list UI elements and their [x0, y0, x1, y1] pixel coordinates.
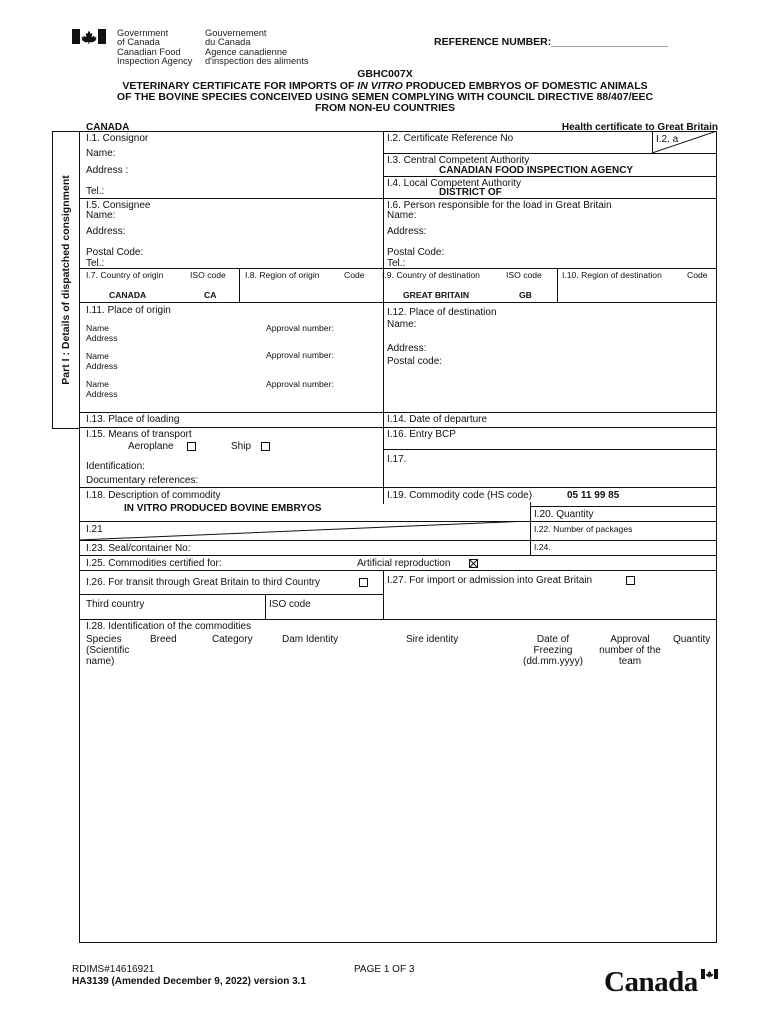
- destination-address-field[interactable]: Address:: [387, 343, 427, 354]
- col-breed: Breed: [150, 634, 177, 645]
- gov-fr-line2: du Canada: [205, 37, 251, 47]
- col-species-line1: Species: [86, 634, 122, 645]
- col-approval-line1: Approval: [610, 634, 650, 645]
- field-i17-label[interactable]: I.17.: [387, 454, 407, 465]
- country-of-destination-label: I.9. Country of destination: [382, 270, 480, 280]
- gov-en-line1: Government: [117, 28, 169, 38]
- commodity-code-label: I.19. Commodity code (HS code): [387, 490, 533, 501]
- identification-of-commodities-label: I.28. Identification of the commodities: [86, 621, 252, 632]
- origin-address-3[interactable]: Address: [86, 389, 118, 399]
- responsible-name-field[interactable]: Name:: [387, 210, 417, 221]
- rule: [383, 302, 384, 504]
- gov-fr-line1: Gouvernement: [205, 28, 267, 38]
- wordmark-flag-icon: [701, 969, 718, 979]
- country-of-destination-value: GREAT BRITAIN: [403, 290, 470, 300]
- origin-approval-3[interactable]: Approval number:: [266, 379, 334, 389]
- consignee-tel-field[interactable]: Tel.:: [86, 258, 105, 269]
- seal-container-label[interactable]: I.23. Seal/container No:: [86, 543, 191, 554]
- gov-en-line2: of Canada: [117, 37, 160, 47]
- rule: [79, 555, 717, 556]
- rule: [383, 449, 717, 450]
- rule: [79, 594, 383, 595]
- import-admission-checkbox[interactable]: [626, 576, 635, 585]
- col-species-line2: (Scientific: [86, 645, 130, 656]
- country-of-origin-label: I.7. Country of origin: [86, 270, 164, 280]
- entry-bcp-label[interactable]: I.16. Entry BCP: [387, 429, 456, 440]
- consignor-label: I.1. Consignor: [86, 133, 149, 144]
- origin-name-2[interactable]: Name: [86, 351, 109, 361]
- rule: [79, 570, 717, 571]
- certificate-code: GBHC007X: [357, 68, 413, 80]
- col-date-line1: Date of: [536, 634, 570, 645]
- page-number: PAGE 1 OF 3: [354, 964, 415, 975]
- artificial-reproduction-label: Artificial reproduction: [357, 558, 451, 569]
- health-certificate-label: Health certificate to Great Britain: [561, 122, 718, 133]
- local-authority-label: I.4. Local Competent Authority: [387, 178, 521, 189]
- col-species-line3: name): [86, 656, 115, 667]
- country-of-origin-value: CANADA: [109, 290, 147, 300]
- aeroplane-label: Aeroplane: [128, 441, 174, 452]
- reference-2a-label: I.2. a: [656, 134, 679, 145]
- field-i21-label: I.21: [86, 524, 103, 535]
- col-date-line2: Freezing: [533, 645, 573, 656]
- destination-iso-label: ISO code: [506, 270, 542, 280]
- consignee-name-field[interactable]: Name:: [86, 210, 116, 221]
- ship-checkbox[interactable]: [261, 442, 270, 451]
- origin-iso-label: ISO code: [190, 270, 226, 280]
- consignor-name-field[interactable]: Name:: [86, 148, 116, 159]
- consignor-address-field[interactable]: Address :: [86, 165, 129, 176]
- date-of-departure-label[interactable]: I.14. Date of departure: [387, 414, 488, 425]
- consignee-postal-field[interactable]: Postal Code:: [86, 247, 144, 258]
- place-of-origin-label: I.11. Place of origin: [86, 305, 171, 316]
- col-sire-identity: Sire identity: [406, 634, 459, 645]
- region-of-destination-label: I.10. Region of destination: [562, 270, 662, 280]
- canada-flag-logo: [72, 29, 106, 49]
- commodity-code-value: 05 11 99 85: [567, 490, 620, 501]
- form-version: HA3139 (Amended December 9, 2022) version 3.1: [72, 976, 306, 987]
- field-i24-label[interactable]: I.24.: [534, 542, 551, 552]
- diagonal-slash-i21: [79, 521, 530, 540]
- rule: [79, 427, 717, 428]
- responsible-tel-field[interactable]: Tel.:: [387, 258, 406, 269]
- region-of-origin-label: I.8. Region of origin: [245, 270, 320, 280]
- third-country-iso-field[interactable]: ISO code: [269, 599, 311, 610]
- side-border-top: [52, 131, 79, 132]
- rule: [79, 412, 717, 413]
- number-of-packages-label[interactable]: I.22. Number of packages: [534, 524, 633, 534]
- rule: [557, 268, 558, 302]
- rule: [530, 506, 717, 507]
- certificate-reference-label: I.2. Certificate Reference No: [387, 133, 514, 144]
- place-of-loading-label[interactable]: I.13. Place of loading: [86, 414, 180, 425]
- col-date-line3: (dd.mm.yyyy): [523, 656, 583, 667]
- rule: [79, 302, 717, 303]
- rule: [239, 268, 240, 302]
- agency-fr-line2: d'inspection des aliments: [205, 56, 309, 66]
- rule: [383, 153, 717, 154]
- col-approval-line2: number of the: [599, 645, 661, 656]
- transit-third-country-label: I.26. For transit through Great Britain to third Country: [86, 577, 320, 588]
- rule: [79, 487, 717, 488]
- rule: [79, 619, 717, 620]
- agency-en-line1: Canadian Food: [117, 47, 181, 57]
- canada-wordmark: Canada: [604, 966, 698, 999]
- destination-postal-field[interactable]: Postal code:: [387, 356, 443, 367]
- col-dam-identity: Dam Identity: [282, 634, 339, 645]
- local-authority-value[interactable]: DISTRICT OF: [439, 187, 502, 198]
- destination-name-field[interactable]: Name:: [387, 319, 417, 330]
- origin-region-code-label: Code: [344, 270, 365, 280]
- origin-name-1[interactable]: Name: [86, 323, 109, 333]
- commodity-description-value: IN VITRO PRODUCED BOVINE EMBRYOS: [124, 503, 322, 514]
- agency-fr-line1: Agence canadienne: [205, 47, 288, 57]
- col-category: Category: [212, 634, 253, 645]
- origin-approval-2[interactable]: Approval number:: [266, 350, 334, 360]
- agency-en-line2: Inspection Agency: [117, 56, 193, 66]
- quantity-label[interactable]: I.20. Quantity: [534, 509, 594, 520]
- import-admission-label: I.27. For import or admission into Great Britain: [387, 575, 593, 586]
- title-part-a: VETERINARY CERTIFICATE FOR IMPORTS OF: [122, 80, 355, 92]
- aeroplane-checkbox[interactable]: [187, 442, 196, 451]
- certificate-title-line3: FROM NON-EU COUNTRIES: [315, 102, 455, 114]
- col-approval-line3: team: [618, 656, 642, 667]
- origin-approval-1[interactable]: Approval number:: [266, 323, 334, 333]
- rule: [265, 594, 266, 619]
- rule: [383, 570, 384, 619]
- ship-label: Ship: [231, 441, 252, 452]
- destination-iso-value: GB: [519, 290, 532, 300]
- means-of-transport-label: I.15. Means of transport: [86, 429, 192, 440]
- certificate-title-line2: OF THE BOVINE SPECIES CONCEIVED USING SEMEN COMPLYING WITH COUNCIL DIRECTIVE 88/407/EEC: [116, 91, 654, 103]
- commodities-certified-label: I.25. Commodities certified for:: [86, 558, 222, 569]
- description-of-commodity-label: I.18. Description of commodity: [86, 490, 221, 501]
- origin-name-3[interactable]: Name: [86, 379, 109, 389]
- third-country-field[interactable]: Third country: [86, 599, 145, 610]
- col-quantity: Quantity: [673, 634, 711, 645]
- country-label: CANADA: [86, 122, 130, 133]
- rdims-number: RDIMS#14616921: [72, 964, 155, 975]
- consignee-address-field[interactable]: Address:: [86, 226, 126, 237]
- consignee-label: I.5. Consignee: [86, 200, 151, 211]
- rule: [530, 502, 531, 555]
- place-of-destination-label: I.12. Place of destination: [387, 307, 497, 318]
- side-border-bottom: [52, 428, 79, 429]
- title-part-b: IN VITRO: [357, 80, 403, 92]
- responsible-address-field[interactable]: Address:: [387, 226, 427, 237]
- origin-address-1[interactable]: Address: [86, 333, 118, 343]
- reference-number-field[interactable]: REFERENCE NUMBER:____________________: [434, 36, 669, 48]
- rule: [79, 198, 717, 199]
- artificial-reproduction-checkbox[interactable]: [469, 559, 478, 568]
- origin-address-2[interactable]: Address: [86, 361, 118, 371]
- central-authority-value: CANADIAN FOOD INSPECTION AGENCY: [439, 165, 634, 176]
- side-border-left: [52, 131, 53, 428]
- transport-identification-field[interactable]: Identification:: [86, 461, 145, 472]
- consignor-tel-field[interactable]: Tel.:: [86, 186, 105, 197]
- transit-checkbox[interactable]: [359, 578, 368, 587]
- person-responsible-label: I.6. Person responsible for the load in Great Britain: [387, 200, 612, 211]
- responsible-postal-field[interactable]: Postal Code:: [387, 247, 445, 258]
- rule: [79, 540, 717, 541]
- title-part-c: PRODUCED EMBRYOS OF DOMESTIC ANIMALS: [405, 80, 648, 92]
- origin-iso-value: CA: [204, 290, 217, 300]
- documentary-references-field[interactable]: Documentary references:: [86, 475, 199, 486]
- central-authority-label: I.3. Central Competent Authority: [387, 155, 530, 166]
- destination-region-code-label: Code: [687, 270, 708, 280]
